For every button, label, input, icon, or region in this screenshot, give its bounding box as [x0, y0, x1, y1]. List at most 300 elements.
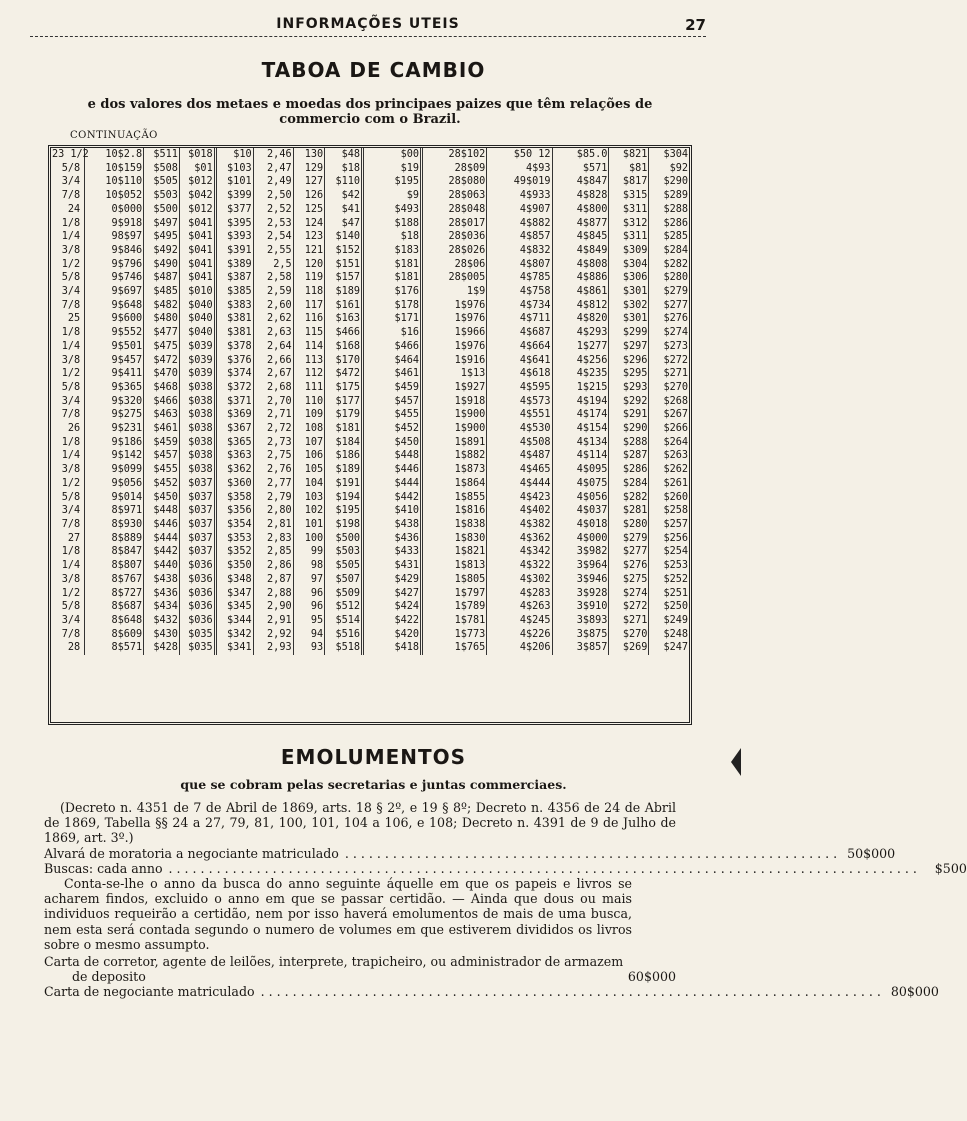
- table-row: [51, 600, 689, 614]
- table-row: [51, 299, 689, 313]
- value-cell: 4$194: [552, 395, 609, 409]
- value-cell: 1$916: [422, 354, 487, 368]
- value-cell: $038: [179, 463, 215, 477]
- value-cell: 1$9: [422, 285, 487, 299]
- rate-cell: 7/8: [61, 190, 81, 202]
- value-cell: $163: [325, 312, 363, 326]
- value-cell: 108: [293, 422, 325, 436]
- value-cell: $290: [609, 422, 649, 436]
- value-cell: $251: [649, 587, 689, 601]
- value-cell: 129: [293, 162, 325, 176]
- value-cell: 2,85: [253, 545, 293, 559]
- value-cell: $037: [179, 545, 215, 559]
- value-cell: 4$382: [487, 518, 552, 532]
- table-row: [51, 189, 689, 203]
- value-cell: $377: [215, 203, 253, 217]
- value-cell: $367: [215, 422, 253, 436]
- value-cell: 8$971: [85, 504, 144, 518]
- value-cell: $514: [325, 614, 363, 628]
- value-cell: $362: [215, 463, 253, 477]
- rate-cell: 1/2: [61, 477, 81, 489]
- value-cell: 9$846: [85, 244, 144, 258]
- value-cell: 8$930: [85, 518, 144, 532]
- value-cell: $10: [215, 148, 253, 162]
- table-row: [51, 203, 689, 217]
- value-cell: $041: [179, 217, 215, 231]
- value-cell: 4$687: [487, 326, 552, 340]
- value-cell: $448: [363, 449, 422, 463]
- value-cell: 4$711: [487, 312, 552, 326]
- value-cell: $495: [144, 230, 180, 244]
- table-row: [51, 367, 689, 381]
- value-cell: 10$110: [85, 175, 144, 189]
- value-cell: $389: [215, 258, 253, 272]
- value-cell: 126: [293, 189, 325, 203]
- value-cell: $151: [325, 258, 363, 272]
- value-cell: $393: [215, 230, 253, 244]
- value-cell: 8$767: [85, 573, 144, 587]
- value-cell: 1$765: [422, 641, 487, 655]
- value-cell: 2,58: [253, 271, 293, 285]
- value-cell: $497: [144, 217, 180, 231]
- value-cell: $285: [649, 230, 689, 244]
- value-cell: 8$609: [85, 628, 144, 642]
- value-cell: $140: [325, 230, 363, 244]
- table-row: [51, 258, 689, 272]
- value-cell: 112: [293, 367, 325, 381]
- value-cell: $475: [144, 340, 180, 354]
- value-cell: $490: [144, 258, 180, 272]
- value-cell: $311: [609, 230, 649, 244]
- value-cell: $480: [144, 312, 180, 326]
- value-cell: $262: [649, 463, 689, 477]
- value-cell: $183: [363, 244, 422, 258]
- value-cell: 4$423: [487, 491, 552, 505]
- value-cell: $284: [609, 477, 649, 491]
- rate-cell: 3/4: [61, 505, 81, 517]
- value-cell: 1$816: [422, 504, 487, 518]
- value-cell: 4$362: [487, 532, 552, 546]
- value-cell: $512: [325, 600, 363, 614]
- value-cell: $493: [363, 203, 422, 217]
- value-cell: $041: [179, 244, 215, 258]
- value-cell: 3$857: [552, 641, 609, 655]
- value-cell: $452: [363, 422, 422, 436]
- value-cell: $288: [649, 203, 689, 217]
- value-cell: $374: [215, 367, 253, 381]
- value-cell: 9$648: [85, 299, 144, 313]
- running-title: INFORMAÇÕES UTEIS: [276, 16, 460, 32]
- value-cell: 2,47: [253, 162, 293, 176]
- value-cell: $037: [179, 518, 215, 532]
- value-cell: $347: [215, 587, 253, 601]
- value-cell: $271: [609, 614, 649, 628]
- value-cell: $268: [649, 395, 689, 409]
- value-cell: $250: [649, 600, 689, 614]
- rate-cell: 28: [67, 642, 81, 654]
- value-cell: $354: [215, 518, 253, 532]
- value-cell: 9$320: [85, 395, 144, 409]
- value-cell: 103: [293, 491, 325, 505]
- value-cell: 1$830: [422, 532, 487, 546]
- value-cell: $181: [325, 422, 363, 436]
- value-cell: $186: [325, 449, 363, 463]
- table-row: [51, 340, 689, 354]
- value-cell: 2,63: [253, 326, 293, 340]
- value-cell: $295: [609, 367, 649, 381]
- fee-amount: 50$000: [847, 845, 896, 861]
- value-cell: $470: [144, 367, 180, 381]
- value-cell: 3$982: [552, 545, 609, 559]
- value-cell: $279: [649, 285, 689, 299]
- value-cell: $273: [649, 340, 689, 354]
- value-cell: 123: [293, 230, 325, 244]
- value-cell: $516: [325, 628, 363, 642]
- value-cell: 1$13: [422, 367, 487, 381]
- value-cell: $18: [363, 230, 422, 244]
- table-row: [51, 587, 689, 601]
- cambio-title: TABOA DE CAMBIO: [261, 58, 486, 82]
- value-cell: 4$812: [552, 299, 609, 313]
- value-cell: $518: [325, 641, 363, 655]
- value-cell: $342: [215, 628, 253, 642]
- value-cell: $276: [609, 559, 649, 573]
- value-cell: $161: [325, 299, 363, 313]
- value-cell: 4$618: [487, 367, 552, 381]
- value-cell: 9$231: [85, 422, 144, 436]
- value-cell: $267: [649, 408, 689, 422]
- value-cell: $457: [144, 449, 180, 463]
- value-cell: 10$052: [85, 189, 144, 203]
- value-cell: $263: [649, 449, 689, 463]
- value-cell: $461: [144, 422, 180, 436]
- value-cell: $422: [363, 614, 422, 628]
- value-cell: 124: [293, 217, 325, 231]
- value-cell: 2,87: [253, 573, 293, 587]
- value-cell: 4$444: [487, 477, 552, 491]
- value-cell: 28$102: [422, 148, 487, 162]
- value-cell: 1$976: [422, 340, 487, 354]
- value-cell: $189: [325, 463, 363, 477]
- value-cell: 115: [293, 326, 325, 340]
- value-cell: $311: [609, 203, 649, 217]
- rate-cell: 27: [67, 532, 81, 544]
- value-cell: $276: [649, 312, 689, 326]
- value-cell: 127: [293, 175, 325, 189]
- value-cell: $280: [609, 518, 649, 532]
- value-cell: 105: [293, 463, 325, 477]
- value-cell: 104: [293, 477, 325, 491]
- fee-label: Alvará de moratoria a negociante matriculado: [44, 845, 339, 861]
- value-cell: 102: [293, 504, 325, 518]
- value-cell: 9$746: [85, 271, 144, 285]
- fee-amount: 80$000: [890, 984, 939, 1000]
- rate-cell: 5/8: [61, 601, 81, 613]
- value-cell: $018: [179, 148, 215, 162]
- value-cell: 4$342: [487, 545, 552, 559]
- value-cell: $037: [179, 504, 215, 518]
- value-cell: 1$855: [422, 491, 487, 505]
- value-cell: $429: [363, 573, 422, 587]
- value-cell: $040: [179, 312, 215, 326]
- value-cell: $420: [363, 628, 422, 642]
- value-cell: 111: [293, 381, 325, 395]
- table-row: [51, 230, 689, 244]
- value-cell: $410: [363, 504, 422, 518]
- value-cell: 4$206: [487, 641, 552, 655]
- value-cell: 9$014: [85, 491, 144, 505]
- value-cell: $344: [215, 614, 253, 628]
- rate-cell: 5/8: [61, 162, 81, 174]
- value-cell: $391: [215, 244, 253, 258]
- value-cell: 9$918: [85, 217, 144, 231]
- value-cell: 1$891: [422, 436, 487, 450]
- value-cell: 3$875: [552, 628, 609, 642]
- value-cell: $168: [325, 340, 363, 354]
- table-row: [51, 148, 689, 162]
- value-cell: $260: [649, 491, 689, 505]
- value-cell: $455: [144, 463, 180, 477]
- value-cell: $035: [179, 641, 215, 655]
- value-cell: $178: [363, 299, 422, 313]
- table-row: [51, 422, 689, 436]
- value-cell: 3$893: [552, 614, 609, 628]
- value-cell: $103: [215, 162, 253, 176]
- value-cell: $272: [649, 354, 689, 368]
- value-cell: $292: [609, 395, 649, 409]
- value-cell: $18: [325, 162, 363, 176]
- value-cell: 4$283: [487, 587, 552, 601]
- value-cell: $152: [325, 244, 363, 258]
- value-cell: 4$800: [552, 203, 609, 217]
- table-row: [51, 504, 689, 518]
- table-row: [51, 532, 689, 546]
- table-row: [51, 559, 689, 573]
- value-cell: 4$758: [487, 285, 552, 299]
- table-row: [51, 614, 689, 628]
- value-cell: 4$861: [552, 285, 609, 299]
- value-cell: $444: [144, 532, 180, 546]
- value-cell: $038: [179, 436, 215, 450]
- value-cell: $010: [179, 285, 215, 299]
- value-cell: 4$075: [552, 477, 609, 491]
- value-cell: $399: [215, 189, 253, 203]
- cambio-subtitle: e dos valores dos metaes e moedas dos principaes paizes que têm relações de commercio com o Brazil.: [87, 97, 653, 127]
- value-cell: 4$845: [552, 230, 609, 244]
- value-cell: $430: [144, 628, 180, 642]
- value-cell: 9$552: [85, 326, 144, 340]
- table-row: [51, 217, 689, 231]
- value-cell: 8$648: [85, 614, 144, 628]
- value-cell: $188: [363, 217, 422, 231]
- value-cell: 2,79: [253, 491, 293, 505]
- exchange-table-frame: [48, 145, 692, 725]
- value-cell: $286: [649, 217, 689, 231]
- value-cell: $438: [144, 573, 180, 587]
- value-cell: 2,86: [253, 559, 293, 573]
- value-cell: $352: [215, 545, 253, 559]
- value-cell: 2,59: [253, 285, 293, 299]
- value-cell: $281: [609, 504, 649, 518]
- rate-cell: 3/4: [61, 614, 81, 626]
- value-cell: $275: [609, 573, 649, 587]
- value-cell: 4$154: [552, 422, 609, 436]
- value-cell: $184: [325, 436, 363, 450]
- rate-cell: 5/8: [61, 272, 81, 284]
- fee-label: Carta de negociante matriculado: [44, 984, 255, 1000]
- value-cell: 4$056: [552, 491, 609, 505]
- value-cell: $353: [215, 532, 253, 546]
- rate-cell: 1/2: [61, 587, 81, 599]
- value-cell: $280: [649, 271, 689, 285]
- value-cell: $42: [325, 189, 363, 203]
- value-cell: 97: [293, 573, 325, 587]
- table-row: [51, 518, 689, 532]
- value-cell: $195: [363, 175, 422, 189]
- value-cell: $442: [363, 491, 422, 505]
- value-cell: $424: [363, 600, 422, 614]
- value-cell: $306: [609, 271, 649, 285]
- value-cell: $372: [215, 381, 253, 395]
- value-cell: $48: [325, 148, 363, 162]
- rate-cell: 7/8: [61, 518, 81, 530]
- value-cell: $350: [215, 559, 253, 573]
- value-cell: $042: [179, 189, 215, 203]
- fee-line-buscas: Buscas: cada anno .............................................................................................. $500: [44, 860, 967, 876]
- value-cell: 1$882: [422, 449, 487, 463]
- value-cell: $282: [649, 258, 689, 272]
- value-cell: $455: [363, 408, 422, 422]
- value-cell: $181: [363, 271, 422, 285]
- value-cell: 2,90: [253, 600, 293, 614]
- rate-cell: 7/8: [61, 299, 81, 311]
- value-cell: 114: [293, 340, 325, 354]
- value-cell: $110: [325, 175, 363, 189]
- value-cell: $472: [144, 354, 180, 368]
- value-cell: 98$97: [85, 230, 144, 244]
- value-cell: 1$927: [422, 381, 487, 395]
- value-cell: $288: [609, 436, 649, 450]
- continuacao-label: CONTINUAÇÃO: [70, 130, 158, 141]
- rate-cell: 3/8: [61, 354, 81, 366]
- value-cell: $01: [179, 162, 215, 176]
- value-cell: $418: [363, 641, 422, 655]
- value-cell: $459: [144, 436, 180, 450]
- value-cell: $270: [649, 381, 689, 395]
- value-cell: $492: [144, 244, 180, 258]
- value-cell: $189: [325, 285, 363, 299]
- value-cell: 101: [293, 518, 325, 532]
- value-cell: $277: [649, 299, 689, 313]
- value-cell: $247: [649, 641, 689, 655]
- value-cell: 2,77: [253, 477, 293, 491]
- table-row: [51, 573, 689, 587]
- value-cell: $035: [179, 628, 215, 642]
- value-cell: 4$857: [487, 230, 552, 244]
- value-cell: 9$186: [85, 436, 144, 450]
- value-cell: 107: [293, 436, 325, 450]
- value-cell: 4$734: [487, 299, 552, 313]
- value-cell: 4$641: [487, 354, 552, 368]
- value-cell: $315: [609, 189, 649, 203]
- value-cell: $254: [649, 545, 689, 559]
- fee-amount: 60$000: [627, 969, 676, 985]
- value-cell: 2,72: [253, 422, 293, 436]
- value-cell: $266: [649, 422, 689, 436]
- value-cell: 4$886: [552, 271, 609, 285]
- value-cell: $434: [144, 600, 180, 614]
- value-cell: 1$900: [422, 408, 487, 422]
- value-cell: 1$797: [422, 587, 487, 601]
- value-cell: 8$807: [85, 559, 144, 573]
- value-cell: 9$501: [85, 340, 144, 354]
- value-cell: $440: [144, 559, 180, 573]
- value-cell: 96: [293, 587, 325, 601]
- fee-line-carta-negociante: Carta de negociante matriculado .............................................................................. 80$000: [44, 984, 939, 1000]
- rate-cell: 7/8: [61, 628, 81, 640]
- value-cell: 4$877: [552, 217, 609, 231]
- value-cell: $19: [363, 162, 422, 176]
- value-cell: 109: [293, 408, 325, 422]
- value-cell: 4$882: [487, 217, 552, 231]
- table-row: [51, 326, 689, 340]
- buscas-note: Conta-se-lhe o anno da busca do anno seguinte áquelle em que os papeis e livros se acharem findos, excluido o anno em que se passar certidão. — Ainda que dous ou mais individuos requeirão a certidão, nem por isso haverá emolumentos de mais de uma busca, nem esta será contada segundo o numero de volumes em que estiverem divididos os livros sobre o mesmo assumpto.: [44, 876, 632, 952]
- rate-cell: 24: [67, 203, 81, 215]
- value-cell: $304: [649, 148, 689, 162]
- value-cell: $427: [363, 587, 422, 601]
- rate-cell: 1/8: [61, 546, 81, 558]
- value-cell: $444: [363, 477, 422, 491]
- value-cell: $452: [144, 477, 180, 491]
- fee-line-alvara: Alvará de moratoria a negociante matriculado .............................................................. 50$000: [44, 845, 896, 861]
- value-cell: 2,70: [253, 395, 293, 409]
- value-cell: 28$026: [422, 244, 487, 258]
- value-cell: 9$600: [85, 312, 144, 326]
- value-cell: $387: [215, 271, 253, 285]
- value-cell: 4$000: [552, 532, 609, 546]
- value-cell: 4$487: [487, 449, 552, 463]
- value-cell: 0$000: [85, 203, 144, 217]
- value-cell: 28$017: [422, 217, 487, 231]
- value-cell: $365: [215, 436, 253, 450]
- value-cell: 2,50: [253, 189, 293, 203]
- value-cell: $341: [215, 641, 253, 655]
- rate-cell: 1/2: [61, 258, 81, 270]
- value-cell: 9$796: [85, 258, 144, 272]
- table-row: [51, 641, 689, 655]
- value-cell: 3$964: [552, 559, 609, 573]
- value-cell: 4$302: [487, 573, 552, 587]
- value-cell: $198: [325, 518, 363, 532]
- value-cell: $297: [609, 340, 649, 354]
- value-cell: $385: [215, 285, 253, 299]
- value-cell: $363: [215, 449, 253, 463]
- value-cell: $039: [179, 354, 215, 368]
- value-cell: $191: [325, 477, 363, 491]
- value-cell: 2,67: [253, 367, 293, 381]
- value-cell: $041: [179, 230, 215, 244]
- table-row: [51, 271, 689, 285]
- value-cell: $177: [325, 395, 363, 409]
- value-cell: 9$056: [85, 477, 144, 491]
- value-cell: $272: [609, 600, 649, 614]
- value-cell: 4$235: [552, 367, 609, 381]
- value-cell: 2,73: [253, 436, 293, 450]
- value-cell: $256: [649, 532, 689, 546]
- value-cell: 4$018: [552, 518, 609, 532]
- value-cell: $50 12: [487, 148, 552, 162]
- value-cell: 28$06: [422, 258, 487, 272]
